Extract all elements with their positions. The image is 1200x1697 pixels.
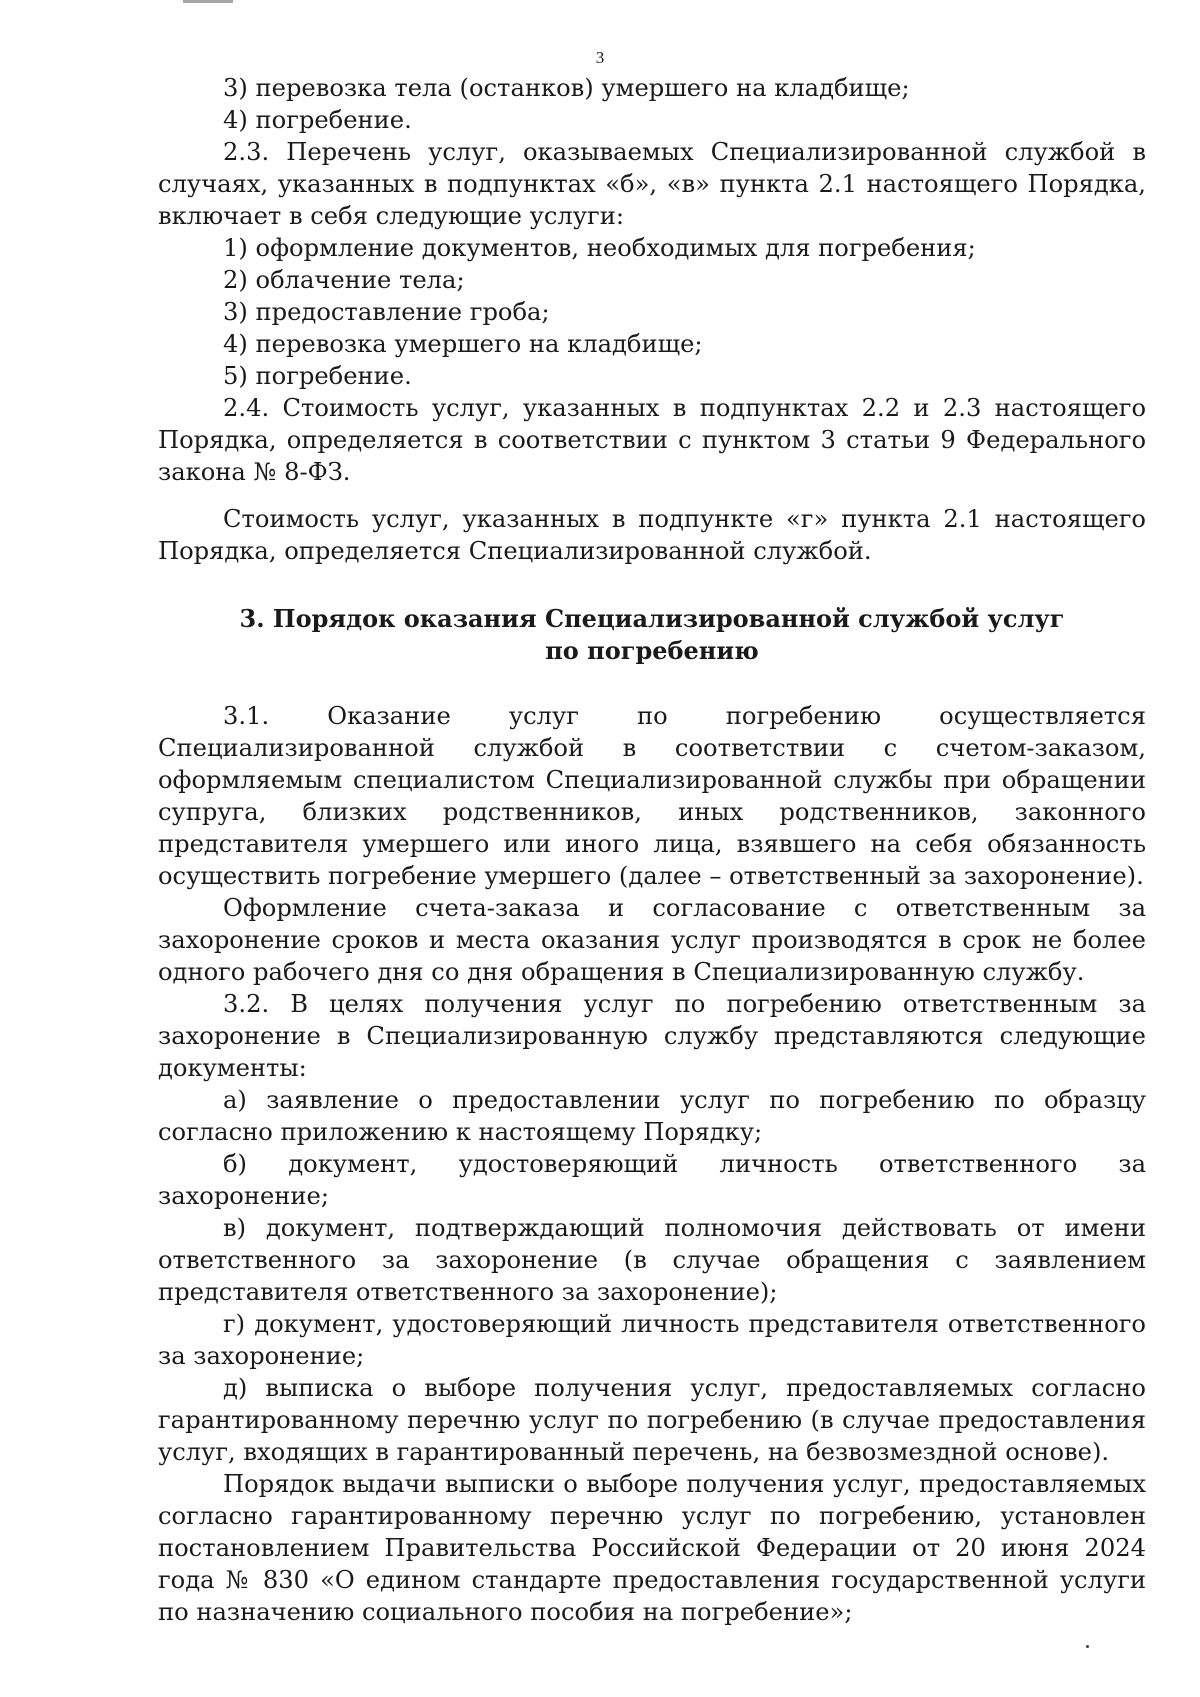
paragraph-2-4: 2.4. Стоимость услуг, указанных в подпунктах 2.2 и 2.3 настоящего Порядка, определяется в соответствии с пунктом 3 статьи 9 Федерального закона № 8-ФЗ. [158, 394, 1146, 486]
page-number: 3 [595, 48, 605, 67]
scan-artifact [183, 0, 233, 3]
list-item-b: б) документ, удостоверяющий личность ответственного за захоронение; [158, 1150, 1146, 1210]
list-item-coffin: 3) предоставление гроба; [223, 298, 550, 326]
section-heading [158, 603, 1146, 667]
list-item-burial: 4) погребение. [223, 106, 412, 134]
list-item-d: д) выписка о выборе получения услуг, предоставляемых согласно гарантированному перечню услуг по погребению (в случае предоставления услуг, входящих в гарантированный перечень, на безвозмездной основе). [158, 1374, 1146, 1466]
list-item-burial-2: 5) погребение. [223, 362, 412, 390]
document-body [158, 72, 1146, 1628]
scan-dot [1086, 1645, 1089, 1648]
list-item-dressing: 2) облачение тела; [223, 266, 465, 294]
list-item-transport-remains: 3) перевозка тела (останков) умершего на кладбище; [223, 74, 910, 102]
list-item-transport: 4) перевозка умершего на кладбище; [223, 330, 703, 358]
list-item-g: г) документ, удостоверяющий личность представителя ответственного за захоронение; [158, 1310, 1146, 1370]
paragraph-cost: Стоимость услуг, указанных в подпункте «г» пункта 2.1 настоящего Порядка, определяется Специализированной службой. [158, 505, 1146, 565]
section-heading-line1: 3. Порядок оказания Специализированной службой услуг [239, 604, 1065, 633]
list-item-v: в) документ, подтверждающий полномочия действовать от имени ответственного за захоронение (в случае обращения с заявлением представителя ответственного за захоронение); [158, 1214, 1146, 1306]
list-item-a: а) заявление о предоставлении услуг по погребению по образцу согласно приложению к настоящему Порядку; [158, 1086, 1146, 1146]
paragraph-3-1: 3.1. Оказание услуг по погребению осуществляется Специализированной службой в соответствии с счетом-заказом, оформляемым специалистом Специализированной службы при обращении супруга, близких родственников, иных родственников, законного представителя умершего или иного лица, взявшего на себя обязанность осуществить погребение умершего (далее – ответственный за захоронение). [158, 702, 1146, 890]
paragraph-extract-procedure: Порядок выдачи выписки о выборе получения услуг, предоставляемых согласно гарантированному перечню услуг по погребению, установлен постановлением Правительства Российской Федерации от 20 июня 2024 года № 830 «О едином стандарте предоставления государственной услуги по назначению социального пособия на погребение»; [158, 1470, 1146, 1626]
paragraph-3-2: 3.2. В целях получения услуг по погребению ответственным за захоронение в Специализированную службу представляются следующие документы: [158, 990, 1146, 1082]
paragraph-2-3: 2.3. Перечень услуг, оказываемых Специализированной службой в случаях, указанных в подпунктах «б», «в» пункта 2.1 настоящего Порядка, включает в себя следующие услуги: [158, 138, 1146, 230]
list-item-documents: 1) оформление документов, необходимых для погребения; [223, 234, 976, 262]
section-heading-line2: по погребению [545, 636, 759, 665]
paragraph-order-registration: Оформление счета-заказа и согласование с ответственным за захоронение сроков и места оказания услуг производятся в срок не более одного рабочего дня со дня обращения в Специализированную службу. [158, 894, 1146, 986]
